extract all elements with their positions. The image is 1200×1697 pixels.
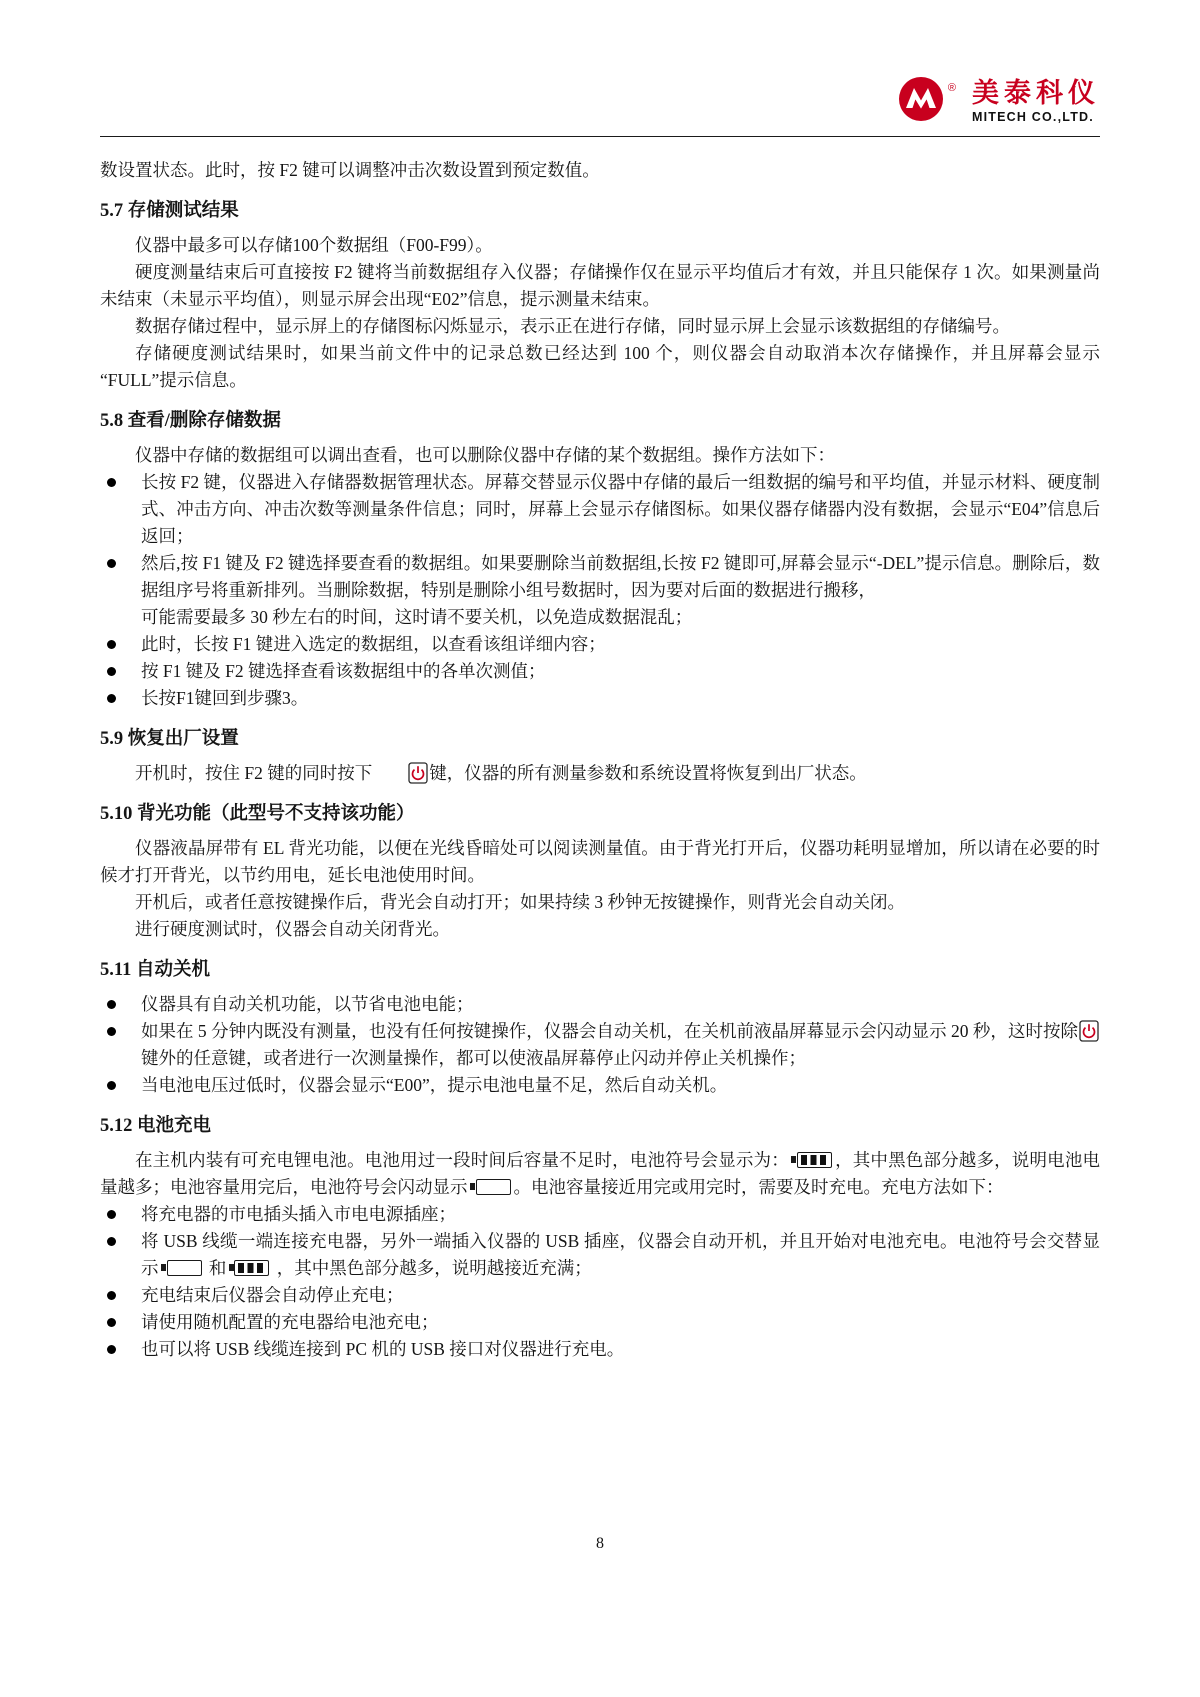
bullet-text — [141, 550, 1100, 631]
list-item — [100, 685, 1100, 712]
bullet-text: 此时，长按 F1 键进入选定的数据组，以查看该组详细内容； — [141, 634, 606, 654]
bullet-icon — [107, 1291, 116, 1300]
bullet-text: 也可以将 USB 线缆连接到 PC 机的 USB 接口对仪器进行充电。 — [141, 1339, 625, 1359]
paragraph-text: 在主机内装有可充电锂电池。电池用过一段时间后容量不足时，电池符号会显示为： — [135, 1150, 789, 1170]
battery-filled-icon — [797, 1152, 832, 1168]
bullet-text: 请使用随机配置的充电器给电池充电； — [141, 1312, 439, 1332]
bullet-icon — [107, 1081, 116, 1090]
bullet-icon — [107, 1237, 116, 1246]
bullet-icon — [107, 559, 116, 568]
bullet-icon — [107, 1345, 116, 1354]
bullet-text-part: 键外的任意键，或者进行一次测量操作，都可以使液晶屏幕停止闪动并停止关机操作； — [141, 1048, 806, 1068]
battery-empty-icon — [476, 1179, 511, 1195]
bullet-text: 当电池电压过低时，仪器会显示“E00”，提示电池电量不足，然后自动关机。 — [141, 1075, 728, 1095]
bullet-icon — [107, 1210, 116, 1219]
logo-text — [972, 79, 1100, 124]
list-item — [100, 1228, 1100, 1282]
bullet-text-line: 可能需要最多 30 秒左右的时间，这时请不要关机，以免造成数据混乱； — [141, 607, 693, 627]
paragraph: 硬度测量结束后可直接按 F2 键将当前数据组存入仪器；存储操作仅在显示平均值后才有效，并且只能保存 1 次。如果测量尚未结束（未显示平均值），则显示屏会出现“E02”信息，提示测量未结束。 — [100, 262, 1100, 309]
paragraph: 仪器液晶屏带有 EL 背光功能，以便在光线昏暗处可以阅读测量值。由于背光打开后，仪器功耗明显增加，所以请在必要的时候才打开背光，以节约用电，延长电池使用时间。 — [100, 838, 1100, 885]
section-title-5-9: 5.9 恢复出厂设置 — [100, 729, 239, 749]
bullet-text — [141, 1018, 1100, 1072]
bullet-text-part: ，其中黑色部分越多，说明越接近充满； — [276, 1258, 592, 1278]
bullet-icon — [107, 640, 116, 649]
bullet-text: 充电结束后仪器会自动停止充电； — [141, 1285, 404, 1305]
bullet-text: 将充电器的市电插头插入市电电源插座； — [141, 1204, 456, 1224]
power-key-icon — [373, 762, 428, 784]
list-item — [100, 658, 1100, 685]
brand-name-en: MITECH CO.,LTD. — [972, 110, 1094, 125]
bullet-text: 仪器具有自动关机功能，以节省电池电能； — [141, 994, 474, 1014]
bullet-icon — [107, 478, 116, 487]
bullet-icon — [107, 694, 116, 703]
paragraph: 仪器中存储的数据组可以调出查看，也可以删除仪器中存储的某个数据组。操作方法如下： — [135, 445, 835, 465]
paragraph-text: 开机时，按住 F2 键的同时按下 — [135, 763, 373, 783]
list-item — [100, 1282, 1100, 1309]
paragraph-text: 。电池容量接近用完或用完时，需要及时充电。充电方法如下： — [513, 1177, 1004, 1197]
bullet-icon — [107, 1027, 116, 1036]
page-number: 8 — [596, 1535, 604, 1552]
bullet-text-part: 如果在 5 分钟内既没有测量，也没有任何按键操作，仪器会自动关机，在关机前液晶屏幕显示会闪动显示 20 秒，这时按除 — [141, 1021, 1078, 1041]
bullet-text: 按 F1 键及 F2 键选择查看该数据组中的各单次测值； — [141, 661, 546, 681]
bullet-icon — [107, 1000, 116, 1009]
bullet-text — [141, 1228, 1100, 1282]
section-title-5-7: 5.7 存储测试结果 — [100, 201, 239, 221]
paragraph: 数据存储过程中，显示屏上的存储图标闪烁显示，表示正在进行存储，同时显示屏上会显示该数据组的存储编号。 — [135, 316, 1010, 336]
brand-name-cn: 美泰科仪 — [972, 77, 1100, 108]
paragraph-text: 键，仪器的所有测量参数和系统设置将恢复到出厂状态。 — [429, 763, 867, 783]
section-title-5-12: 5.12 电池充电 — [100, 1116, 212, 1136]
bullet-icon — [107, 667, 116, 676]
list-item — [100, 1072, 1100, 1099]
company-logo — [100, 76, 1100, 127]
bullet-icon — [107, 1318, 116, 1327]
bullet-text: 长按F1键回到步骤3。 — [141, 688, 309, 708]
list-item — [100, 991, 1100, 1018]
list-item — [100, 631, 1100, 658]
registered-mark: ® — [947, 81, 956, 94]
paragraph — [100, 760, 1100, 787]
power-key-icon — [1079, 1020, 1099, 1042]
intro-paragraph: 数设置状态。此时，按 F2 键可以调整冲击次数设置到预定数值。 — [100, 160, 600, 180]
list-item — [100, 1018, 1100, 1072]
paragraph: 仪器中最多可以存储100个数据组（F00-F99）。 — [135, 235, 493, 255]
paragraph: 进行硬度测试时，仪器会自动关闭背光。 — [135, 919, 450, 939]
bullet-text-part: 将 USB 线缆一端连接充电器，另外一端插入仪器的 USB 插座，仪器会自动开机，并且开始对电池充电。电池符号会交替显示 — [141, 1231, 1100, 1278]
list-item — [100, 1336, 1100, 1363]
paragraph: 开机后，或者任意按键操作后，背光会自动打开；如果持续 3 秒钟无按键操作，则背光会自动关闭。 — [135, 892, 905, 912]
paragraph-text: ，其中黑色部分越多，说明电池电量越多；电池容量用完后，电池符号会闪动显示 — [100, 1150, 1101, 1197]
section-title-5-11: 5.11 自动关机 — [100, 960, 210, 980]
header — [0, 0, 1200, 137]
paragraph: 存储硬度测试结果时，如果当前文件中的记录总数已经达到 100 个，则仪器会自动取消本次存储操作，并且屏幕会显示“FULL”提示信息。 — [100, 343, 1100, 390]
paragraph — [100, 1147, 1100, 1201]
list-item — [100, 550, 1100, 631]
battery-empty-icon — [167, 1260, 202, 1276]
page-footer — [0, 1535, 1200, 1553]
bullet-text-part: 和 — [208, 1258, 227, 1278]
list-item — [100, 1309, 1100, 1336]
list-item — [100, 469, 1100, 550]
section-title-5-10: 5.10 背光功能（此型号不支持该功能） — [100, 804, 415, 824]
list-item — [100, 1201, 1100, 1228]
logo-mark-icon — [898, 76, 944, 127]
section-title-5-8: 5.8 查看/删除存储数据 — [100, 411, 281, 431]
bullet-text-line: 然后,按 F1 键及 F2 键选择要查看的数据组。如果要删除当前数据组,长按 F2 键即可,屏幕会显示“-DEL”提示信息。删除后，数据组序号将重新排列。当删除数据，特别是删除小组号数据时，因为要对后面的数据进行搬移， — [141, 553, 1100, 600]
bullet-text: 长按 F2 键，仪器进入存储器数据管理状态。屏幕交替显示仪器中存储的最后一组数据的编号和平均值，并显示材料、硬度制式、冲击方向、冲击次数等测量条件信息；同时，屏幕上会显示存储图标。如果仪器存储器内没有数据，会显示“E04”信息后返回； — [141, 472, 1100, 546]
battery-filled-icon — [234, 1260, 269, 1276]
document-body — [0, 137, 1200, 1363]
